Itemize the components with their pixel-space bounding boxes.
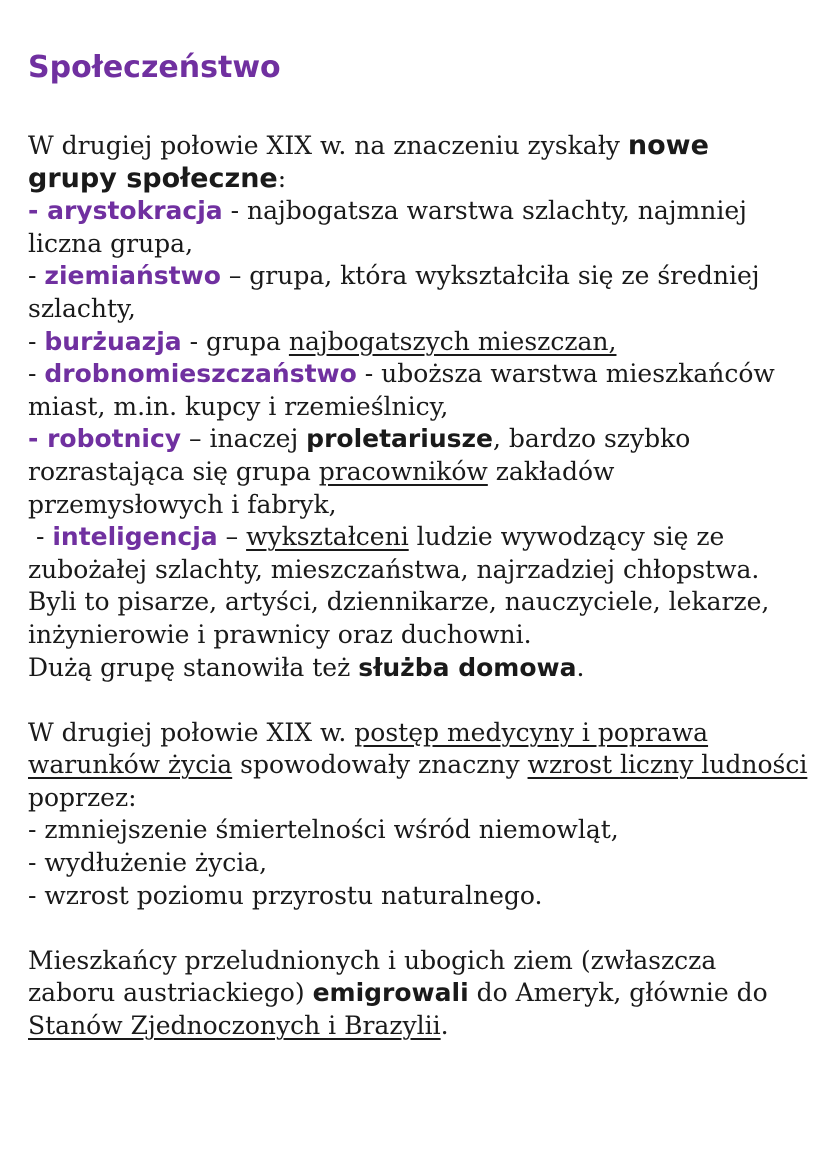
intro-paragraph [28, 130, 808, 195]
service-end: . [576, 652, 585, 682]
population-text: spowodowały znaczny [232, 750, 528, 780]
group-underlined: wykształceni [246, 522, 409, 552]
service-paragraph [28, 652, 808, 685]
emigration-end: . [440, 1011, 449, 1041]
group-item-inteligencja [28, 521, 808, 651]
group-term: ziemiaństwo [44, 261, 221, 291]
emigration-text: do Ameryk, głównie do [468, 978, 768, 1008]
group-description: , bardzo szybko rozrastająca się grupa [28, 424, 691, 486]
group-description: – inaczej [181, 424, 307, 454]
intro-bold-new: nowe [627, 130, 709, 161]
page-title: Społeczeństwo [28, 50, 281, 85]
emigration-bold: emigrowali [312, 978, 469, 1008]
group-item-burzuazja [28, 326, 808, 359]
population-underlined: postęp medycyny i poprawa warunków życia [28, 717, 709, 780]
group-description: ludzie wywodzący się ze zubożałej szlachty, mieszczaństwa, najrzadziej chłopstwa. Byli to pisarze, artyści, dziennikarze, nauczyciele, lekarze, inżynierowie i prawnicy oraz duchowni. [28, 522, 770, 649]
emigration-underlined: Stanów Zjednoczonych i Brazylii [28, 1011, 441, 1041]
group-dash: - [28, 522, 53, 552]
group-item-arystokracja [28, 195, 808, 260]
group-dash: - [28, 326, 45, 356]
group-description: - najbogatsza warstwa szlachty, najmniej liczna grupa, [28, 196, 747, 258]
intro-text: W drugiej połowie XIX w. na znaczeniu zyskały [28, 131, 628, 160]
service-bold: służba domowa [358, 652, 577, 682]
population-list-item: - wydłużenie życia, [28, 848, 268, 878]
population-list-item: - zmniejszenie śmiertelności wśród niemowląt, [28, 815, 619, 845]
intro-colon: : [277, 163, 287, 193]
group-description: – [217, 522, 247, 552]
population-underlined: wzrost liczny ludności [527, 750, 808, 780]
group-bold: proletariusze [306, 424, 494, 454]
group-item-drobnomieszczanstwo [28, 358, 808, 423]
group-dash: - [28, 196, 48, 226]
group-dash: - [28, 359, 45, 389]
group-item-robotnicy [28, 423, 808, 521]
group-item-ziemianstwo [28, 260, 808, 325]
service-text: Dużą grupę stanowiła też [28, 652, 359, 682]
group-description: – grupa, która wykształciła się ze średniej szlachty, [28, 261, 760, 323]
document-page [28, 48, 808, 1043]
group-description: zakładów przemysłowych i fabryk, [28, 456, 615, 519]
paragraph-gap [28, 912, 808, 945]
population-text: W drugiej połowie XIX w. [28, 717, 355, 747]
group-description: - grupa [181, 326, 289, 356]
population-list-item: - wzrost poziomu przyrostu naturalnego. [28, 880, 543, 910]
population-paragraph [28, 717, 808, 815]
group-term: arystokracja [47, 196, 223, 226]
group-dash: - [28, 261, 45, 291]
group-dash: - [28, 424, 48, 454]
paragraph-gap [28, 684, 808, 717]
emigration-text: Mieszkańcy przeludnionych i ubogich ziem (zwłaszcza zaboru austriackiego) [28, 945, 717, 1008]
population-text: poprzez: [28, 782, 137, 812]
group-term: robotnicy [47, 424, 182, 454]
group-term: drobnomieszczaństwo [44, 359, 357, 389]
intro-bold-groups: grupy społeczne [28, 162, 278, 194]
group-underlined: pracowników [318, 456, 488, 486]
emigration-paragraph [28, 945, 808, 1043]
group-description: - uboższa warstwa mieszkańców miast, m.in. kupcy i rzemieślnicy, [28, 359, 775, 421]
group-term: inteligencja [52, 522, 218, 552]
group-underlined: najbogatszych mieszczan, [288, 326, 617, 356]
group-term: burżuazja [44, 326, 182, 356]
